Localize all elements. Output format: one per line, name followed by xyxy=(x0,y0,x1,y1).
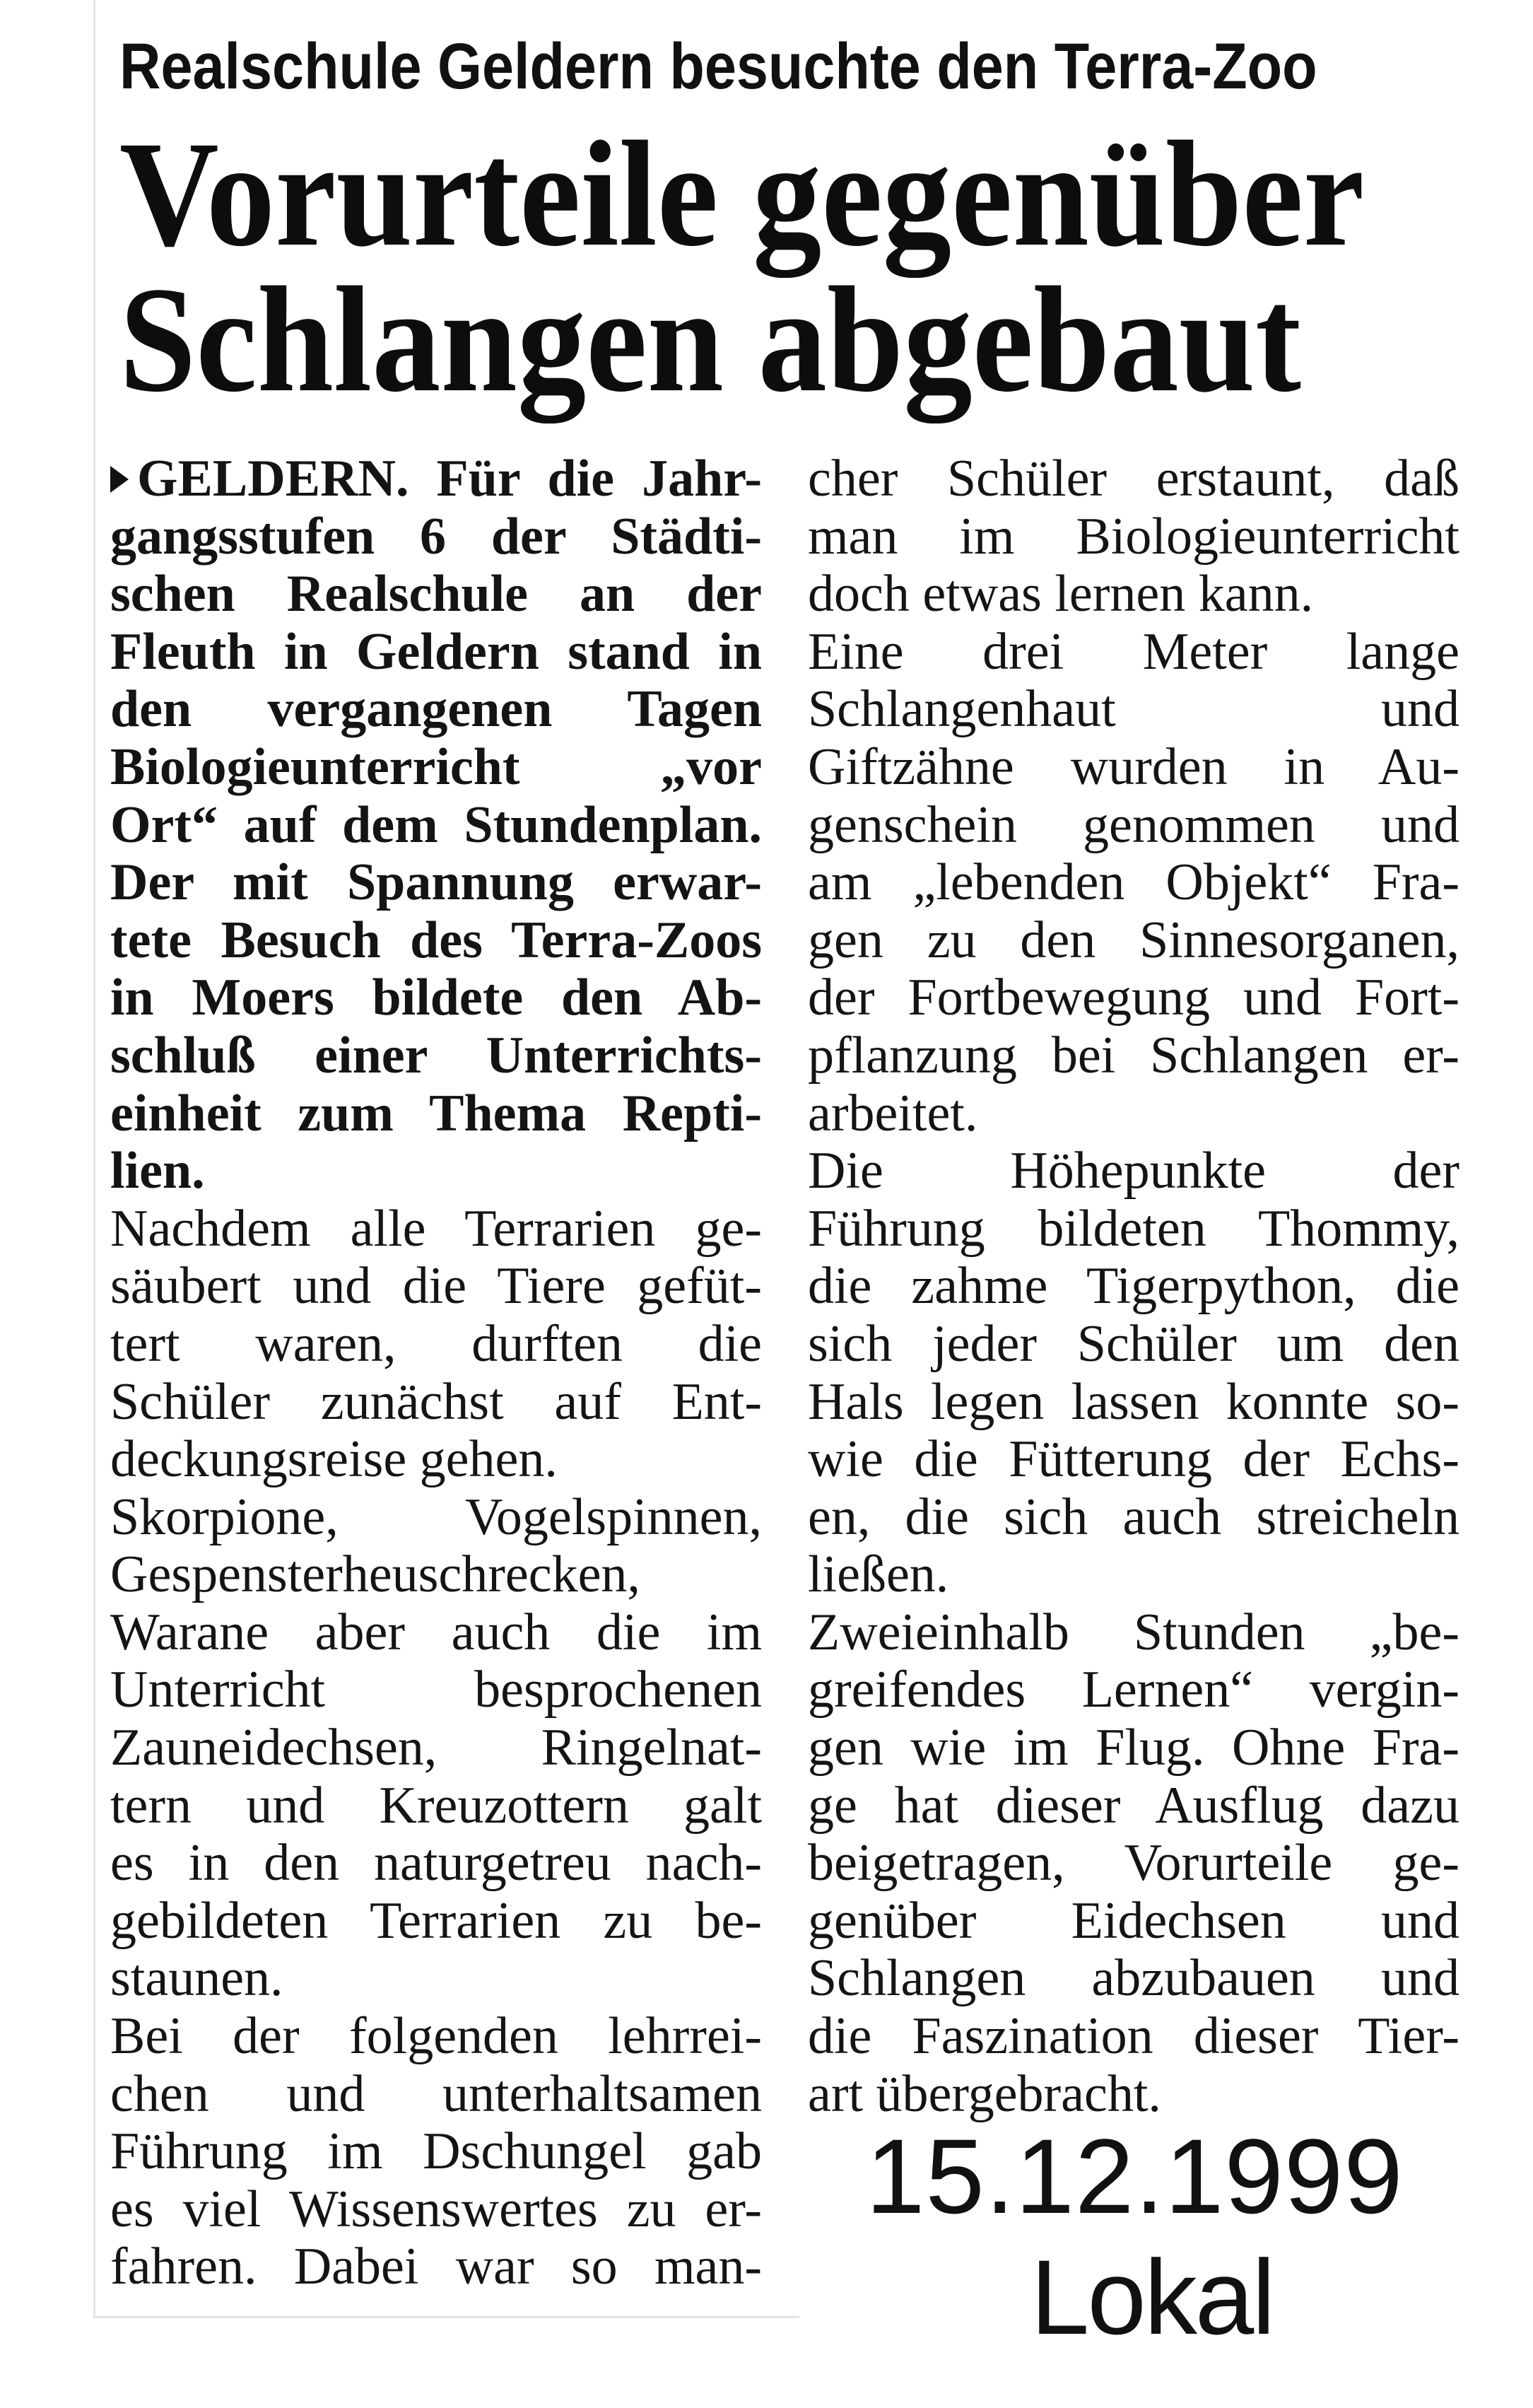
text-line: arbeitet. xyxy=(808,1085,978,1142)
text-line: Unterricht besprochenen xyxy=(110,1661,762,1719)
text-line: Der mit Spannung erwar- xyxy=(110,854,762,912)
text-line: gen zu den Sinnesorganen, xyxy=(808,911,1459,969)
text-line: Nachdem alle Terrarien ge- xyxy=(110,1200,762,1258)
text-line: Giftzähne wurden in Au- xyxy=(808,738,1459,796)
text-line: tete Besuch des Terra-Zoos xyxy=(110,911,762,969)
text-line: tern und Kreuzottern galt xyxy=(110,1777,762,1835)
text-line: schen Realschule an der xyxy=(110,566,762,624)
text-line: tert waren, durften die xyxy=(110,1315,762,1373)
text-line: Warane aber auch die im xyxy=(110,1603,762,1661)
text-line xyxy=(110,450,762,508)
headline xyxy=(119,110,1526,423)
text-line: einheit zum Thema Repti- xyxy=(110,1085,762,1142)
text-line: Führung bildeten Thommy, xyxy=(808,1200,1459,1258)
text-line: chen und unterhaltsamen xyxy=(110,2065,762,2123)
text-line: Die Höhepunkte der xyxy=(808,1142,1459,1200)
text-line: gen wie im Flug. Ohne Fra- xyxy=(808,1719,1459,1777)
text-line: die zahme Tigerpython, die xyxy=(808,1258,1459,1316)
headline-line: Schlangen abgebaut xyxy=(119,256,1301,423)
text-line: Bei der folgenden lehrrei- xyxy=(110,2008,762,2066)
left-column xyxy=(110,450,762,2296)
text-line: art übergebracht. xyxy=(808,2065,1161,2123)
text-line: den vergangenen Tagen xyxy=(110,681,762,739)
text-line: Biologieunterricht „vor xyxy=(110,738,762,796)
text-line: in Moers bildete den Ab- xyxy=(110,969,762,1027)
text-line: Fleuth in Geldern stand in xyxy=(110,623,762,681)
text-line: Schlangen abzubauen und xyxy=(808,1950,1459,2008)
text-line: sich jeder Schüler um den xyxy=(808,1315,1459,1373)
text-line: säubert und die Tiere gefüt- xyxy=(110,1258,762,1316)
text-line: staunen. xyxy=(110,1950,283,2008)
kicker: Realschule Geldern besuchte den Terra-Zoo xyxy=(119,30,1317,103)
text-line: gangsstufen 6 der Städti- xyxy=(110,508,762,566)
text-line: es in den naturgetreu nach- xyxy=(110,1835,762,1893)
text-line: der Fortbewegung und Fort- xyxy=(808,969,1459,1027)
text-line: greifendes Lernen“ vergin- xyxy=(808,1661,1459,1719)
text-line: Hals legen lassen konnte so- xyxy=(808,1373,1459,1431)
text-line: fahren. Dabei war so man- xyxy=(110,2238,762,2296)
text-line: Eine drei Meter lange xyxy=(808,623,1459,681)
text-line: es viel Wissenswertes zu er- xyxy=(110,2180,762,2238)
text-line: ge hat dieser Ausflug dazu xyxy=(808,1777,1459,1835)
text-line: Schüler zunächst auf Ent- xyxy=(110,1373,762,1431)
text-line: Führung im Dschungel gab xyxy=(110,2123,762,2181)
text-line: man im Biologieunterricht xyxy=(808,508,1459,566)
text-line: am „lebenden Objekt“ Fra- xyxy=(808,854,1459,912)
date-stamp: 15.12.1999 xyxy=(866,2117,1404,2235)
text-line: gebildeten Terrarien zu be- xyxy=(110,1892,762,1950)
text-line: Schlangenhaut und xyxy=(808,681,1459,739)
text-line: beigetragen, Vorurteile ge- xyxy=(808,1835,1459,1893)
text-line: pflanzung bei Schlangen er- xyxy=(808,1027,1459,1085)
headline-line: Vorurteile gegenüber xyxy=(119,110,1365,278)
text-line: Skorpione, Vogelspinnen, xyxy=(110,1488,762,1546)
text-line: Gespensterheuschrecken, xyxy=(110,1546,640,1604)
text-line: Ort“ auf dem Stundenplan. xyxy=(110,796,762,854)
text-line: lien. xyxy=(110,1142,205,1200)
text-line: cher Schüler erstaunt, daß xyxy=(808,450,1459,508)
right-column xyxy=(808,450,1459,2123)
text-line: deckungsreise gehen. xyxy=(110,1431,558,1489)
text-line: doch etwas lernen kann. xyxy=(808,566,1314,624)
text-line: en, die sich auch streicheln xyxy=(808,1488,1459,1546)
text-line: wie die Fütterung der Echs- xyxy=(808,1431,1459,1489)
text-line: schluß einer Unterrichts- xyxy=(110,1027,762,1085)
section-label: Lokal xyxy=(1030,2238,1274,2356)
text-line-content: GELDERN. Für die Jahr- xyxy=(137,450,762,508)
text-line: Zweieinhalb Stunden „be- xyxy=(808,1603,1459,1661)
text-line: genüber Eidechsen und xyxy=(808,1892,1459,1950)
text-line: Zauneidechsen, Ringelnat- xyxy=(110,1719,762,1777)
text-line: die Faszination dieser Tier- xyxy=(808,2008,1459,2066)
text-line: ließen. xyxy=(808,1546,949,1604)
text-line: genschein genommen und xyxy=(808,796,1459,854)
arrow-marker-icon xyxy=(110,466,129,493)
